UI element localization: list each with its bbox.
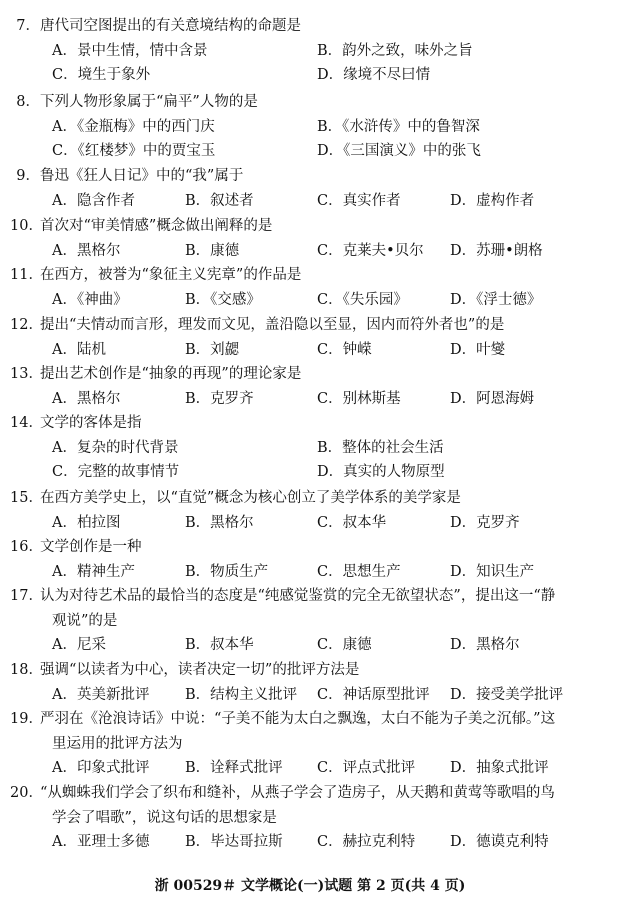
question-stem <box>10 709 555 729</box>
answer-option: A．英美新批评 <box>52 686 150 703</box>
answer-option: A．《金瓶梅》中的西门庆 <box>52 118 215 135</box>
answer-option: B．诠释式批评 <box>185 760 283 777</box>
answer-option: A．《神曲》 <box>52 291 128 308</box>
answer-option: C．真实作者 <box>317 192 401 209</box>
question-number: 20． <box>10 785 43 801</box>
question-stem <box>10 586 555 606</box>
answer-option: C．评点式批评 <box>317 760 416 777</box>
answer-option: B．黑格尔 <box>185 514 254 531</box>
answer-option: D．克罗齐 <box>450 514 520 531</box>
question-text: 在西方，被誉为“象征主义宪章”的作品是 <box>40 267 302 283</box>
answer-option: D．《三国演义》中的张飞 <box>317 143 481 160</box>
page-footer: 浙 00529＃ 文学概论(一)试题 第 2 页(共 4 页) <box>154 878 466 894</box>
question-stem <box>10 660 359 680</box>
answer-option: A．复杂的时代背景 <box>52 439 179 456</box>
answer-option: D．知识生产 <box>450 563 535 580</box>
answer-option: D．虚构作者 <box>450 192 535 209</box>
question-stem <box>10 413 142 433</box>
answer-option: C．《红楼梦》中的贾宝玉 <box>52 143 216 160</box>
answer-option: B．毕达哥拉斯 <box>185 834 283 851</box>
question-text-continued: 学会了唱歌”，说这句话的思想家是 <box>52 809 277 826</box>
answer-option: B．物质生产 <box>185 563 269 580</box>
question-number: 9． <box>16 168 40 184</box>
answer-option: C．康德 <box>317 637 372 654</box>
question-stem <box>10 537 142 557</box>
question-number: 15． <box>10 490 43 506</box>
answer-option: A．隐含作者 <box>52 192 135 209</box>
answer-option: B．整体的社会生活 <box>317 439 444 456</box>
answer-option: A．景中生情，情中含景 <box>52 42 208 59</box>
answer-option: D．《浮士德》 <box>450 291 542 308</box>
question-stem <box>10 364 301 384</box>
answer-option: D．缘境不尽曰情 <box>317 67 431 84</box>
question-text: 文学的客体是指 <box>40 415 142 431</box>
answer-option: B．康德 <box>185 242 240 259</box>
answer-option: C．赫拉克利特 <box>317 834 416 851</box>
answer-option: D．德谟克利特 <box>450 834 549 851</box>
answer-option: A．印象式批评 <box>52 760 150 777</box>
question-stem <box>10 92 258 112</box>
question-number: 18． <box>10 662 43 678</box>
question-text: 首次对“审美情感”概念做出阐释的是 <box>40 218 273 234</box>
question-number: 8． <box>16 94 40 110</box>
question-text: 提出“夫情动而言形，理发而文见，盖沿隐以至显，因内而符外者也”的是 <box>40 317 505 333</box>
answer-option: C．神话原型批评 <box>317 686 430 703</box>
answer-option: C．克莱夫•贝尔 <box>317 242 424 259</box>
question-number: 19． <box>10 711 43 727</box>
answer-option: B．结构主义批评 <box>185 686 298 703</box>
question-number: 7． <box>16 18 40 34</box>
answer-option: D．叶燮 <box>450 341 506 358</box>
answer-option: A．黑格尔 <box>52 390 121 407</box>
question-stem <box>10 16 301 36</box>
question-text: 下列人物形象属于“扁平”人物的是 <box>40 94 258 110</box>
question-text: 文学创作是一种 <box>40 539 142 555</box>
question-number: 14． <box>10 415 43 431</box>
answer-option: B．《水浒传》中的鲁智深 <box>317 118 480 135</box>
question-number: 12． <box>10 317 43 333</box>
question-number: 11． <box>10 267 43 283</box>
answer-option: A．黑格尔 <box>52 242 121 259</box>
question-stem <box>10 265 301 285</box>
answer-option: B．叙述者 <box>185 192 254 209</box>
question-stem <box>10 488 461 508</box>
question-text: 在西方美学史上，以“直觉”概念为核心创立了美学体系的美学家是 <box>40 490 461 506</box>
answer-option: A．柏拉图 <box>52 514 121 531</box>
answer-option: C．境生于象外 <box>52 67 151 84</box>
answer-option: B．韵外之致，味外之旨 <box>317 42 473 59</box>
answer-option: C．完整的故事情节 <box>52 464 180 481</box>
answer-option: A．尼采 <box>52 637 106 654</box>
answer-option: D．真实的人物原型 <box>317 464 445 481</box>
question-text: 鲁迅《狂人日记》中的“我”属于 <box>40 168 244 184</box>
answer-option: B．叔本华 <box>185 637 254 654</box>
answer-option: C．别林斯基 <box>317 390 401 407</box>
question-number: 10． <box>10 218 43 234</box>
answer-option: C．钟嵘 <box>317 341 372 358</box>
question-number: 16． <box>10 539 43 555</box>
question-stem <box>10 166 243 186</box>
answer-option: D．苏珊•朗格 <box>450 242 543 259</box>
question-text: 提出艺术创作是“抽象的再现”的理论家是 <box>40 366 302 382</box>
answer-option: D．接受美学批评 <box>450 686 564 703</box>
question-stem <box>10 216 272 236</box>
question-text: 强调“以读者为中心，读者决定一切”的批评方法是 <box>40 662 360 678</box>
question-text-continued: 观说”的是 <box>52 612 118 629</box>
question-text: “从蜘蛛我们学会了织布和缝补，从燕子学会了造房子，从天鹅和黄莺等歌唱的鸟 <box>40 785 555 801</box>
answer-option: A．陆机 <box>52 341 106 358</box>
answer-option: C．叔本华 <box>317 514 387 531</box>
question-number: 17． <box>10 588 43 604</box>
answer-option: C．思想生产 <box>317 563 401 580</box>
answer-option: D．抽象式批评 <box>450 760 549 777</box>
question-text: 严羽在《沧浪诗话》中说：“子美不能为太白之飘逸，太白不能为子美之沉郁。”这 <box>40 711 556 727</box>
answer-option: B．刘勰 <box>185 341 240 358</box>
question-stem <box>10 783 555 803</box>
question-stem <box>10 315 504 335</box>
answer-option: D．黑格尔 <box>450 637 520 654</box>
answer-option: D．阿恩海姆 <box>450 390 535 407</box>
answer-option: B．《交感》 <box>185 291 261 308</box>
question-number: 13． <box>10 366 43 382</box>
question-text: 唐代司空图提出的有关意境结构的命题是 <box>40 18 301 34</box>
question-text: 认为对待艺术品的最恰当的态度是“纯感觉鉴赏的完全无欲望状态”，提出这一“静 <box>40 588 556 604</box>
answer-option: A．精神生产 <box>52 563 135 580</box>
question-text-continued: 里运用的批评方法为 <box>52 735 183 752</box>
answer-option: A．亚理士多德 <box>52 834 150 851</box>
answer-option: B．克罗齐 <box>185 390 254 407</box>
answer-option: C．《失乐园》 <box>317 291 408 308</box>
